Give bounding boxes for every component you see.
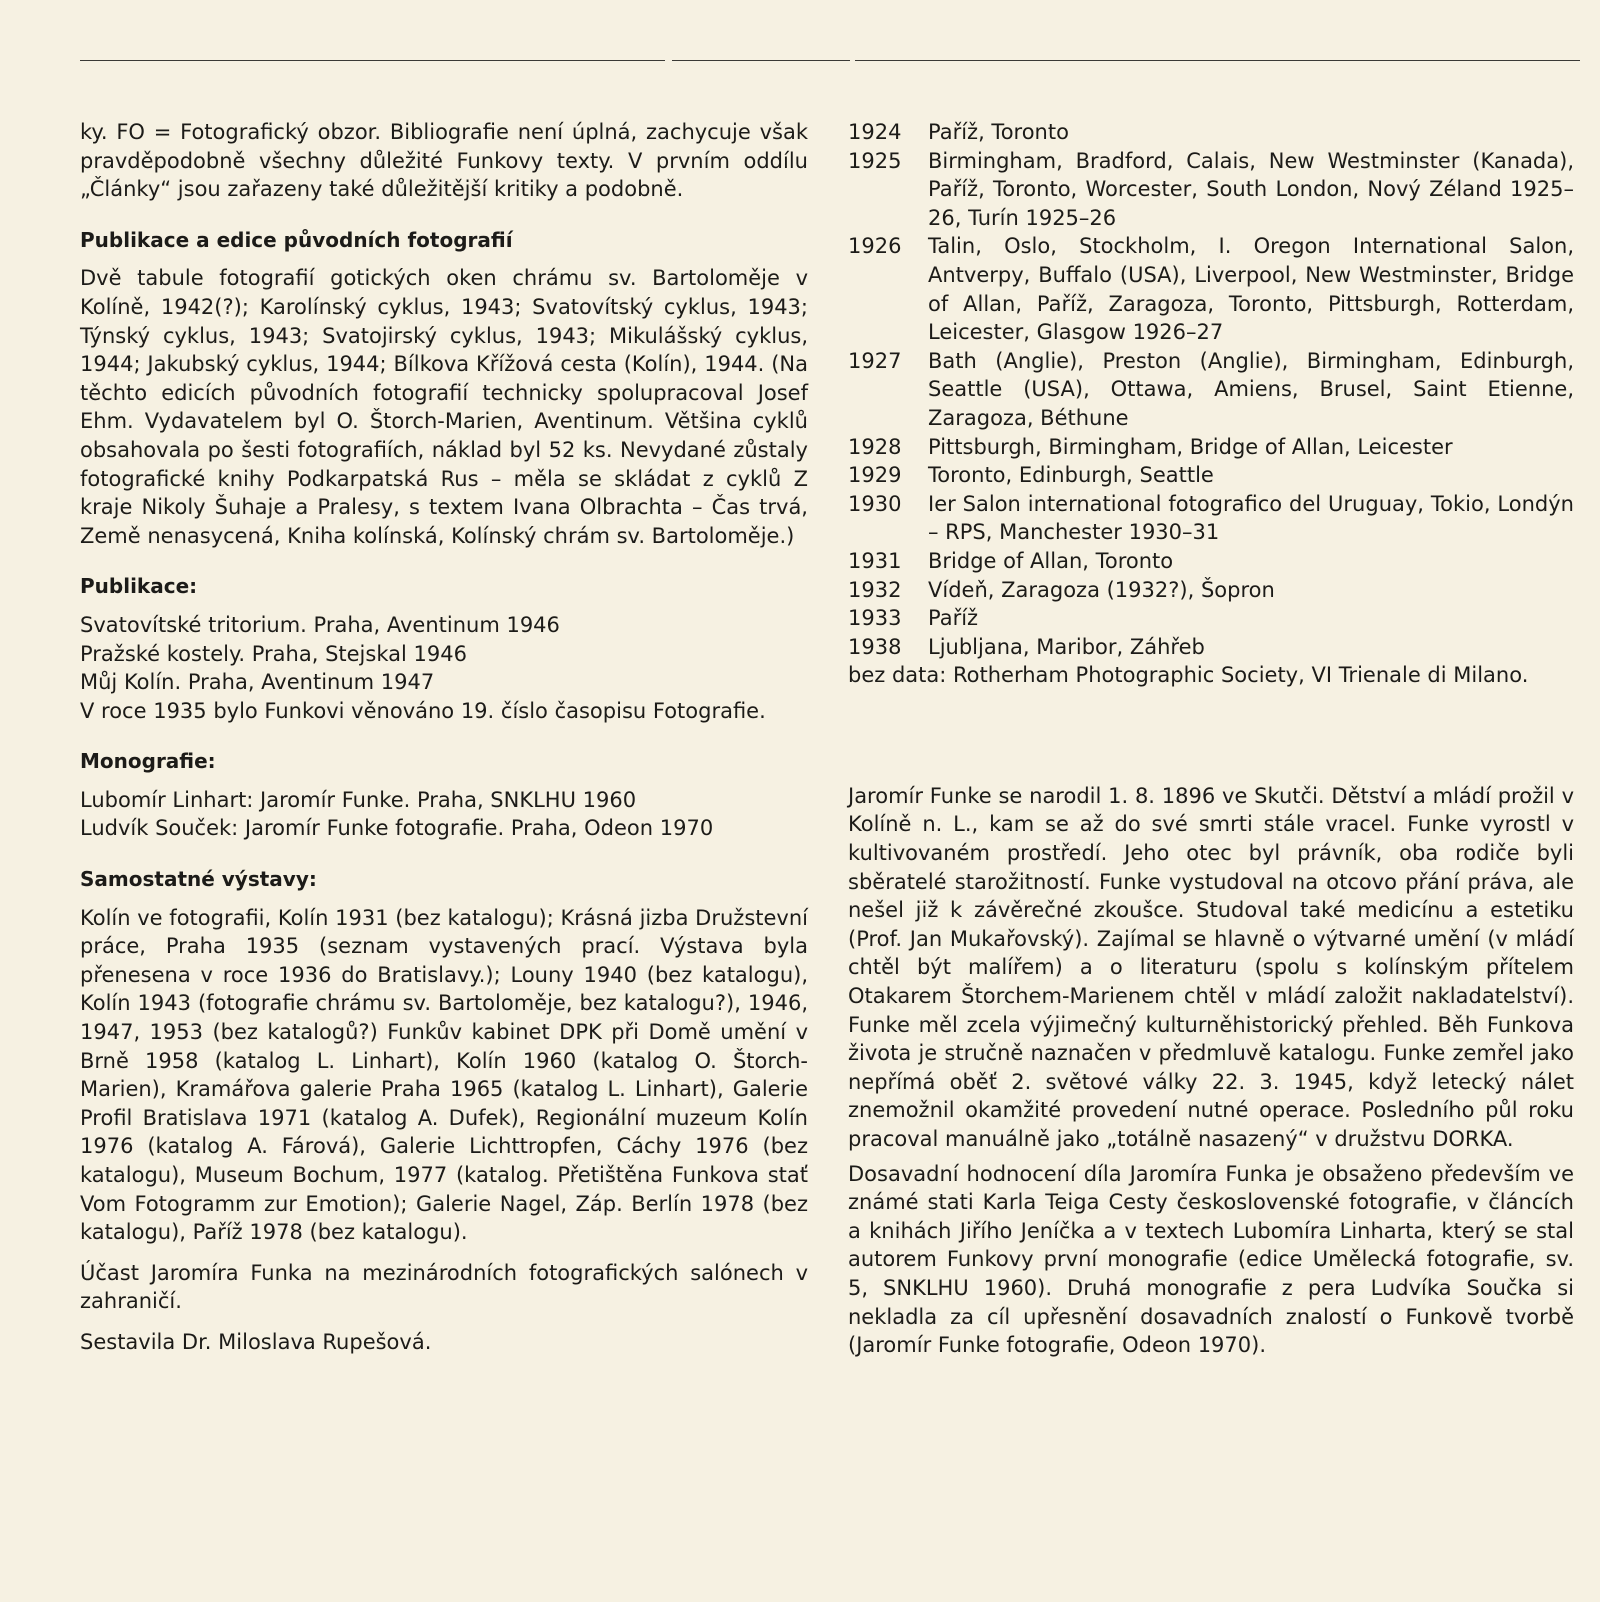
top-rule-left [80,60,665,61]
right-column [848,118,1574,1360]
publications-note: V roce 1935 bylo Funkovi věnováno 19. číslo časopisu Fotografie. [80,698,766,723]
biography-paragraph: Jaromír Funke se narodil 1. 8. 1896 ve Skutči. Dětství a mládí prožil v Kolíně n. L., kam se až do své smrti stále vracel. Funke vyrostl v kultivovaném prostředí. Jeho otec byl právník, oba rodiče byli sběratelé starožitností. Funke vystudoval na otcovo přání práva, ale nešel již k závěrečné zkoušce. Studoval také medicínu a estetiku (Prof. Jan Mukařovský). Zajímal se hlavně o výtvarné umění (v mládí chtěl být malířem) a o literaturu (spolu s kolínským přítelem Otakarem Štorchem-Marienem chtěl v mládí založit nakladatelství). Funke měl zcela výjimečný kulturněhistorický přehled. Běh Funkova života je stručně naznačen v předmluvě katalogu. Funke zemřel jako nepřímá oběť 2. světové války 22. 3. 1945, když letecký nálet znemožnil okamžité provedení nutné operace. Posledního půl roku pracoval manuálně jako „totálně nasazený“ v družstvu DORKA. [848,783,1574,1151]
salon-year: 1931 [848,548,902,573]
publication-item: Můj Kolín. Praha, Aventinum 1947 [80,670,435,695]
salon-row [848,118,1574,147]
salon-row [848,633,1574,662]
salon-row [848,604,1574,633]
monographs-list [80,786,808,843]
monographs-heading: Monografie: [80,749,216,774]
salon-places: Paříž [928,606,979,631]
salon-places: Birmingham, Bradford, Calais, New Westminster (Kanada), Paříž, Toronto, Worcester, South London, Nový Zéland 1925–26, Turín 1925–26 [928,148,1574,230]
biography [848,782,1574,1360]
salon-places: Toronto, Edinburgh, Seattle [928,463,1214,488]
salon-row [848,576,1574,605]
salon-year: 1927 [848,348,902,373]
participation-text: Účast Jaromíra Funka na mezinárodních fotografických salónech v zahraničí. [80,1260,808,1314]
exhibitions-heading: Samostatné výstavy: [80,867,317,892]
monograph-item: Ludvík Souček: Jaromír Funke fotografie. Praha, Odeon 1970 [80,816,714,841]
salons-list [848,118,1574,661]
exhibitions-text: Kolín ve fotografii, Kolín 1931 (bez katalogu); Krásná jizba Družstevní práce, Praha 1935 (seznam vystavených prací. Výstava byla přenesena v roce 1936 do Bratislavy.); Louny 1940 (bez katalogu), Kolín 1943 (fotografie chrámu sv. Bartoloměje, bez katalogu?), 1946, 1947, 1953 (bez katalogů?) Funkův kabinet DPK při Domě umění v Brně 1958 (katalog L. Linhart), Kolín 1960 (katalog O. Štorch-Marien), Kramářova galerie Praha 1965 (katalog L. Linhart), Galerie Profil Bratislava 1971 (katalog A. Dufek), Regionální muzeum Kolín 1976 (katalog A. Fárová), Galerie Lichttropfen, Cáchy 1976 (bez katalogu), Museum Bochum, 1977 (katalog. Přetištěna Funkova stať Vom Fotogramm zur Emotion); Galerie Nagel, Záp. Berlín 1978 (bez katalogu), Paříž 1978 (bez katalogu). [80,905,808,1245]
biography-paragraph: Dosavadní hodnocení díla Jaromíra Funka je obsaženo především ve známé stati Karla Teiga Cesty československé fotografie, v článcích a knihách Jiřího Jeníčka a v textech Lubomíra Linharta, který se stal autorem Funkovy první monografie (edice Umělecká fotografie, sv. 5, SNKLHU 1960). Druhá monografie z pera Ludvíka Součka si nekladla za cíl upřesnění dosavadních znalostí o Funkově tvorbě (Jaromír Funke fotografie, Odeon 1970). [848,1161,1574,1358]
intro-paragraph: ky. FO = Fotografický obzor. Bibliografie není úplná, zachycuje však pravděpodobně všechny důležité Funkovy texty. V prvním oddílu „Články“ jsou zařazeny také důležitější kritiky a podobně. [80,120,808,202]
salon-year: 1924 [848,120,902,144]
salon-year: 1926 [848,234,902,259]
salon-year: 1932 [848,577,902,602]
salon-row [848,433,1574,462]
salon-row [848,147,1574,233]
salon-places: Paříž, Toronto [928,120,1069,144]
salon-row [848,347,1574,433]
salon-places: Bath (Anglie), Preston (Anglie), Birmingham, Edinburgh, Seattle (USA), Ottawa, Amiens, Brusel, Saint Etienne, Zaragoza, Béthune [928,348,1574,430]
salon-row [848,232,1574,346]
publications-heading: Publikace: [80,574,198,599]
top-rule-right [855,60,1580,61]
salon-year: 1938 [848,634,902,659]
salon-row [848,547,1574,576]
top-rule-middle [672,60,850,61]
compiled-by: Sestavila Dr. Miloslava Rupešová. [80,1329,432,1354]
salon-places: Talin, Oslo, Stockholm, I. Oregon International Salon, Antverpy, Buffalo (USA), Liverpool, New Westminster, Bridge of Allan, Paříž, Zaragoza, Toronto, Pittsburgh, Rotterdam, Leicester, Glasgow 1926–27 [928,234,1574,345]
editions-heading: Publikace a edice původních fotografií [80,227,513,252]
undated-salons: bez data: Rotherham Photographic Society, VI Trienale di Milano. [848,663,1529,688]
salon-row [848,461,1574,490]
salon-year: 1929 [848,463,902,488]
left-column [80,118,808,1357]
salon-places: Pittsburgh, Birmingham, Bridge of Allan, Leicester [928,434,1453,459]
salon-year: 1925 [848,148,902,173]
salon-places: Ljubljana, Maribor, Záhřeb [928,634,1205,659]
salon-year: 1930 [848,491,902,516]
monograph-item: Lubomír Linhart: Jaromír Funke. Praha, SNKLHU 1960 [80,787,637,812]
publication-item: Svatovítské tritorium. Praha, Aventinum 1946 [80,612,560,637]
publication-item: Pražské kostely. Praha, Stejskal 1946 [80,641,467,666]
editions-text: Dvě tabule fotografií gotických oken chrámu sv. Bartoloměje v Kolíně, 1942(?); Karolínský cyklus, 1943; Svatovítský cyklus, 1943; Týnský cyklus, 1943; Svatojirský cyklus, 1943; Mikulášský cyklus, 1944; Jakubský cyklus, 1944; Bílkova Křížová cesta (Kolín), 1944. (Na těchto edicích původních fotografií technicky spolupracoval Josef Ehm. Vydavatelem byl O. Štorch-Marien, Aventinum. Většina cyklů obsahovala po šesti fotografiích, náklad byl 52 ks. Nevydané zůstaly fotografické knihy Podkarpatská Rus – měla se skládat z cyklů Z kraje Nikoly Šuhaje a Pralesy, s textem Ivana Olbrachta – Čas trvá, Země nenasycená, Kniha kolínská, Kolínský chrám sv. Bartoloměje.) [80,266,808,548]
salon-places: Ier Salon international fotografico del Uruguay, Tokio, Londýn – RPS, Manchester 1930–31 [928,491,1574,545]
publications-list [80,611,808,697]
salon-year: 1928 [848,434,902,459]
salon-row [848,490,1574,547]
salon-places: Bridge of Allan, Toronto [928,548,1174,573]
salon-year: 1933 [848,606,902,631]
salon-places: Vídeň, Zaragoza (1932?), Šopron [928,577,1275,602]
